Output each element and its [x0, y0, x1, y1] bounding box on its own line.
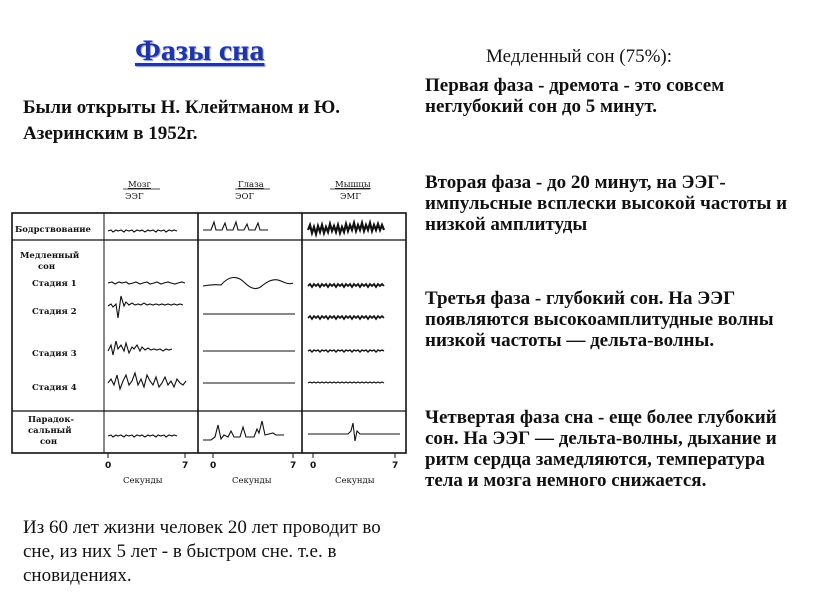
axis-emg-end: 7 [392, 461, 399, 471]
eeg-stage3-trace [108, 341, 172, 355]
col-emg-bottom: ЭМГ [340, 192, 361, 202]
eeg-stage1-trace [108, 282, 185, 284]
axis-emg-start: 0 [310, 461, 317, 471]
eeg-wake-trace [108, 230, 177, 232]
axis-eeg [105, 453, 188, 486]
eeg-paradox-trace [108, 435, 177, 437]
phase-2-text: Вторая фаза - до 20 минут, на ЭЭГ- импульсные всплески высокой частоты и низкой амплитуды [425, 172, 788, 235]
eeg-stage2-trace [108, 296, 183, 318]
intro-text: Были открыты Н. Клейтманом и Ю. Азеринским в 1952г. [23, 97, 340, 144]
axis-eeg-end: 7 [182, 461, 189, 471]
axis-eeg-start: 0 [105, 461, 112, 471]
row-stage4: Стадия 4 [32, 383, 77, 393]
emg-paradox-trace [308, 423, 400, 441]
row-wake: Бодрствование [15, 225, 91, 235]
eog-wake-trace [203, 222, 268, 230]
axis-emg [310, 453, 398, 486]
page-title: Фазы сна [135, 34, 265, 67]
row-paradox-line2: сальный [28, 426, 72, 436]
sleep-stages-diagram [10, 168, 410, 488]
row-slow-line1: Медленный [20, 251, 80, 261]
phase-3-text: Третья фаза - глубокий сон. На ЭЭГ появляются высокоамплитудные волны низкой частоты — дельта-волны. [425, 288, 774, 351]
col-eeg-bottom: ЭЭГ [125, 192, 144, 202]
emg-stage2-trace [308, 316, 384, 319]
emg-wake-trace [308, 223, 384, 234]
col-eog-bottom: ЭОГ [235, 192, 255, 202]
emg-stage3-trace [308, 350, 384, 352]
row-slow-line2: сон [38, 262, 56, 272]
emg-stage4-trace [308, 382, 384, 383]
axis-emg-unit: Секунды [335, 476, 375, 486]
row-stage2: Стадия 2 [32, 307, 77, 317]
col-emg-top: Мышцы [335, 180, 371, 190]
axis-eog-end: 7 [290, 461, 297, 471]
axis-eeg-unit: Секунды [123, 476, 163, 486]
axis-eog [210, 453, 296, 486]
phase-1-text: Первая фаза - дремота - это совсем неглубокий сон до 5 минут. [425, 75, 725, 117]
emg-stage1-trace [308, 284, 384, 287]
col-eeg-top: Мозг [128, 180, 151, 190]
phase-4-text: Четвертая фаза сна - еще более глубокий сон. На ЭЭГ — дельта-волны, дыхание и ритм сердца замедляются, температура тела и мозга немного снижается. [425, 407, 777, 491]
row-paradox-line1: Парадок- [28, 415, 74, 425]
axis-eog-unit: Секунды [232, 476, 272, 486]
eog-paradox-trace [203, 421, 284, 440]
bottom-note: Из 60 лет жизни человек 20 лет проводит во сне, из них 5 лет - в быстром сне. т.е. в сновидениях. [23, 517, 381, 586]
row-stage3: Стадия 3 [32, 349, 77, 359]
axis-eog-start: 0 [210, 461, 217, 471]
eeg-stage4-trace [108, 373, 186, 389]
row-stage1: Стадия 1 [32, 279, 77, 289]
row-paradox-line3: сон [40, 437, 58, 447]
col-eog-top: Глаза [238, 180, 264, 190]
slow-sleep-heading: Медленный сон (75%): [486, 46, 673, 67]
eog-stage1-trace [203, 277, 293, 288]
